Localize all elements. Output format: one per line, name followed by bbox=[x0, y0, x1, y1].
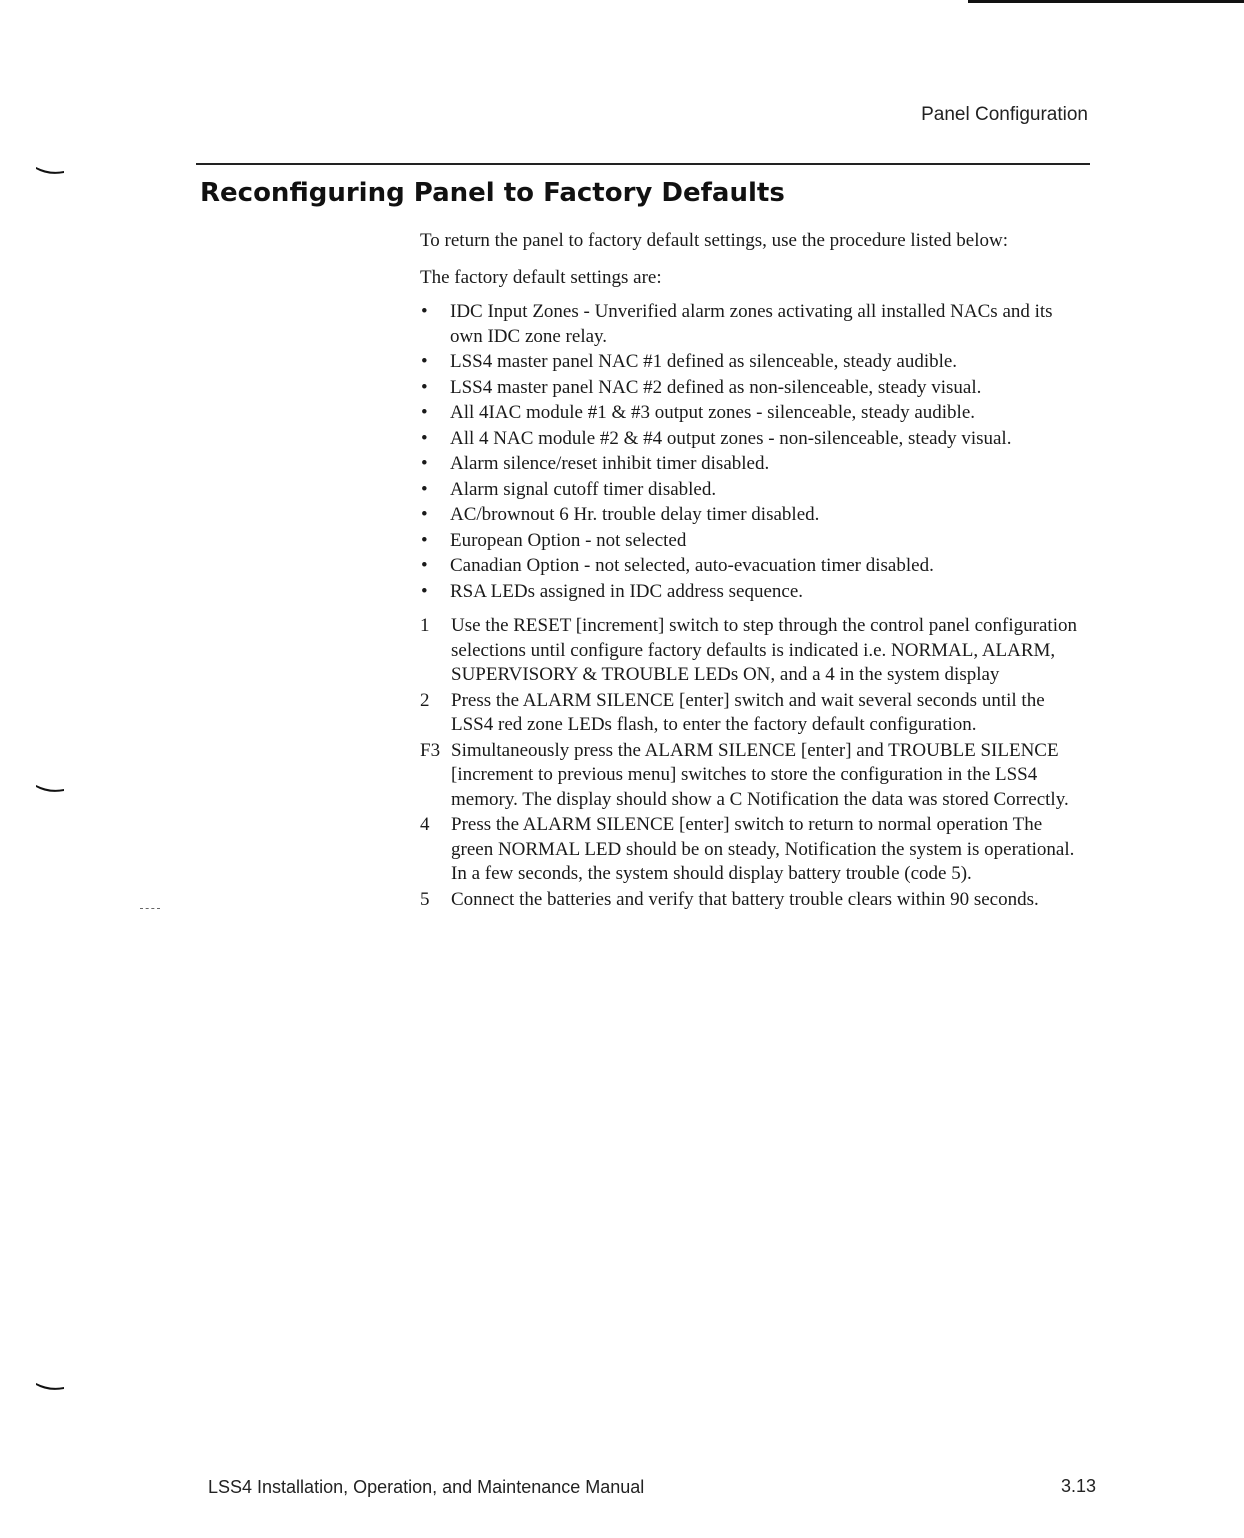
list-item: • All 4 NAC module #2 & #4 output zones - non-silenceable, steady visual. bbox=[420, 427, 1085, 452]
section-title: Reconfiguring Panel to Factory Defaults bbox=[200, 178, 785, 208]
step-item bbox=[420, 739, 1085, 813]
list-item: • Alarm signal cutoff timer disabled. bbox=[420, 478, 1085, 503]
punch-mark-icon bbox=[36, 1382, 66, 1392]
punch-mark-icon bbox=[36, 784, 66, 794]
bullet-icon: • bbox=[421, 301, 428, 322]
bullet-icon: • bbox=[421, 402, 428, 423]
list-item: • RSA LEDs assigned in IDC address sequence. bbox=[420, 580, 1085, 605]
step-number: 5 bbox=[420, 888, 430, 910]
step-text: Simultaneously press the ALARM SILENCE [enter] and TROUBLE SILENCE [increment to previous menu] switches to store the configuration in the LSS4 memory. The display should show a C Notification the data was stored Correctly. bbox=[451, 739, 1069, 810]
footer-manual-title: LSS4 Installation, Operation, and Maintenance Manual bbox=[208, 1477, 645, 1497]
bullet-icon: • bbox=[421, 376, 428, 398]
header-rule bbox=[196, 163, 1090, 165]
step-text: Press the ALARM SILENCE [enter] switch to return to normal operation The green NORMAL LED should be on steady, Notification the system is operational. In a few seconds, the system should display battery trouble (code 5). bbox=[451, 814, 1075, 884]
list-item: • European Option - not selected bbox=[420, 529, 1085, 554]
bullet-icon: • bbox=[421, 529, 428, 551]
step-text: Use the RESET [increment] switch to step through the control panel configuration selections until configure factory defaults is indicated i.e. NORMAL, ALARM, SUPERVISORY & TROUBLE LEDs ON, and a 4 in the system display bbox=[451, 615, 1077, 685]
procedure-steps bbox=[420, 614, 1085, 912]
defaults-list bbox=[420, 300, 1085, 604]
step-number: 2 bbox=[420, 689, 430, 711]
list-item: • Canadian Option - not selected, auto-evacuation timer disabled. bbox=[420, 554, 1085, 579]
list-item: • LSS4 master panel NAC #2 defined as non-silenceable, steady visual. bbox=[420, 376, 1085, 401]
body-column bbox=[420, 229, 1085, 913]
list-item: • All 4IAC module #1 & #3 output zones - silenceable, steady audible. bbox=[420, 401, 1085, 426]
defaults-lead: The factory default settings are: bbox=[420, 266, 662, 288]
intro-paragraph: To return the panel to factory default settings, use the procedure listed below: bbox=[420, 230, 1009, 251]
footer-page-number: 3.13 bbox=[1060, 1476, 1096, 1496]
step-item bbox=[420, 689, 1085, 738]
bullet-icon: • bbox=[421, 478, 428, 500]
step-number: F3 bbox=[420, 739, 441, 761]
bullet-icon: • bbox=[421, 504, 428, 525]
punch-mark-icon bbox=[36, 166, 66, 176]
bullet-icon: • bbox=[421, 427, 428, 449]
bullet-icon: • bbox=[421, 453, 428, 474]
step-text: Press the ALARM SILENCE [enter] switch and wait several seconds until the LSS4 red zone LEDs flash, to enter the factory default configuration. bbox=[451, 689, 1045, 735]
step-number: 4 bbox=[420, 814, 430, 835]
scan-edge-line bbox=[968, 0, 1244, 3]
step-text: Connect the batteries and verify that battery trouble clears within 90 seconds. bbox=[451, 888, 1039, 910]
bullet-icon: • bbox=[421, 351, 428, 372]
step-item bbox=[420, 813, 1085, 887]
step-item bbox=[420, 614, 1085, 688]
margin-dash bbox=[140, 908, 160, 911]
step-number: 1 bbox=[420, 615, 430, 636]
bullet-icon: • bbox=[421, 580, 428, 602]
bullet-icon: • bbox=[421, 555, 428, 576]
list-item: • LSS4 master panel NAC #1 defined as silenceable, steady audible. bbox=[420, 350, 1085, 375]
list-item: • AC/brownout 6 Hr. trouble delay timer disabled. bbox=[420, 503, 1085, 528]
step-item bbox=[420, 888, 1085, 913]
running-header: Panel Configuration bbox=[921, 104, 1088, 125]
list-item: • Alarm silence/reset inhibit timer disabled. bbox=[420, 452, 1085, 477]
list-item: • IDC Input Zones - Unverified alarm zones activating all installed NACs and its own IDC zone relay. bbox=[421, 301, 1053, 347]
